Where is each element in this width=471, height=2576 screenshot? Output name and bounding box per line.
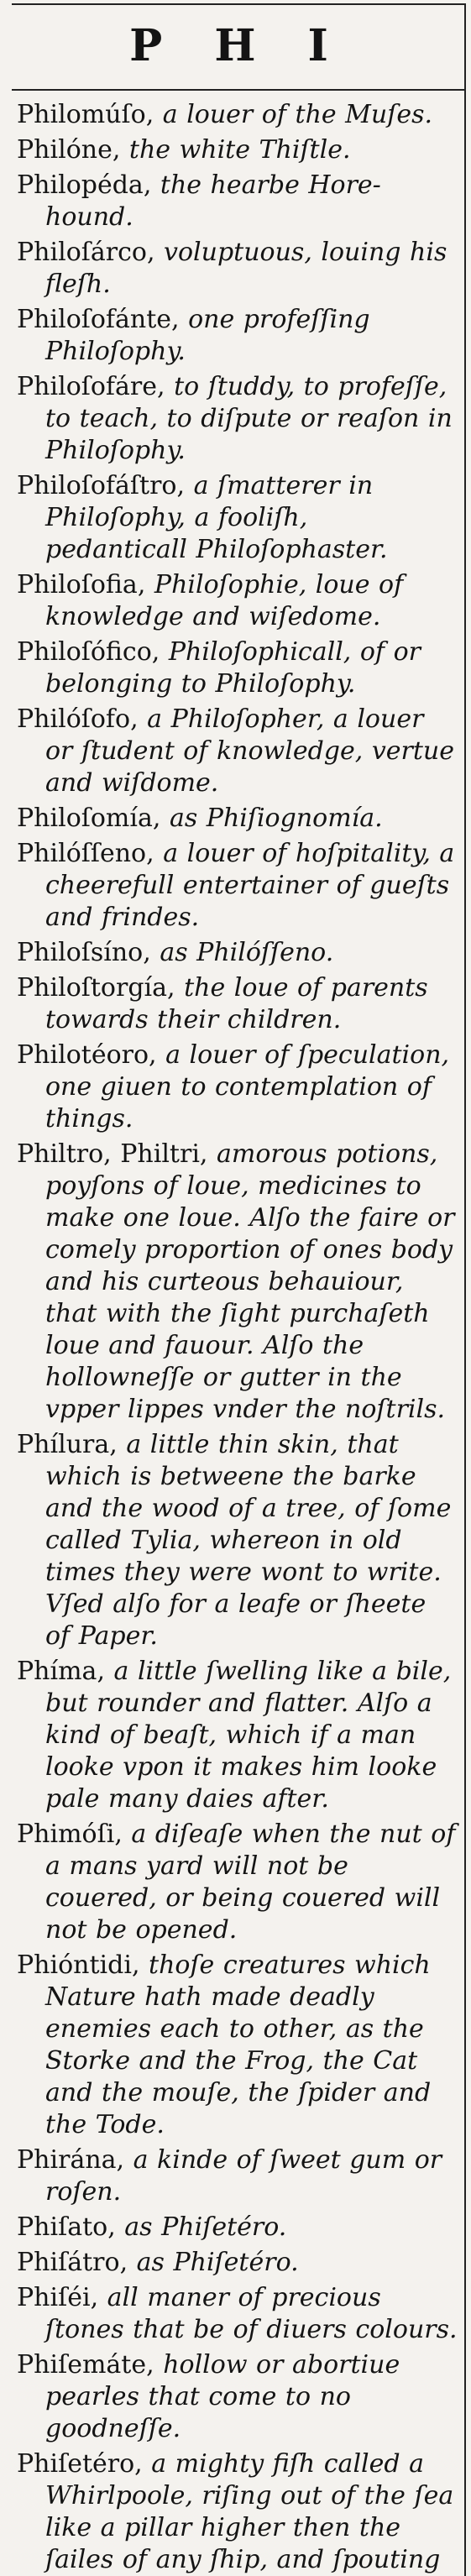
entry-definition: a little ſwelling like a bile, but rounder and flatter. Alſo a kind of beaſt, which if a man looke vpon it makes him looke pale many daies after. (45, 1657, 452, 1814)
entry-separator: , (143, 170, 160, 200)
dictionary-entry (17, 1819, 458, 1946)
dictionary-entry (17, 1429, 458, 1652)
entry-headword: Phimóſi (17, 1819, 115, 1849)
entry-definition: a mighty fiſh called a Whirlpoole, riſing out of the ſea like a pillar higher then the ſailes of any ſhip, and ſpouting (45, 2449, 454, 2574)
dictionary-entry (17, 838, 458, 934)
entry-separator: , (149, 1040, 166, 1070)
entry-separator: , (167, 973, 185, 1003)
entry-separator: , (176, 471, 194, 500)
entry-separator: , (112, 135, 129, 165)
dictionary-entry (17, 1139, 458, 1426)
entry-separator: , (157, 372, 175, 401)
dictionary-page (0, 3, 471, 2574)
entry-separator: , (146, 238, 165, 267)
entry-definition: a louer of ſpeculation, one giuen to contemplation of things. (45, 1040, 450, 1134)
dictionary-entry (17, 170, 458, 233)
entry-separator: , (109, 1430, 127, 1459)
entry-headword: Philóſſeno (17, 839, 147, 868)
entry-definition: as Phiſetéro. (136, 2248, 299, 2277)
entry-headword: Philoſomía (17, 804, 153, 833)
entry-separator: , (119, 2248, 137, 2277)
dictionary-entry (17, 237, 458, 301)
entry-definition: a diſeaſe when the nut of a mans yard will not be couered, or being couered will not be opened. (45, 1819, 456, 1945)
entry-headword: Philoſsíno (17, 938, 144, 967)
entry-headword: Philoſofáre (17, 372, 158, 401)
entry-headword: Philomúſo (17, 100, 146, 129)
dictionary-entry (17, 569, 458, 633)
entry-separator: , (146, 839, 164, 868)
entry-headword: Phióntidi (17, 1950, 132, 1980)
dictionary-entry (17, 704, 458, 799)
entry-separator: , (143, 938, 160, 967)
entry-definition: a louer of the Muſes. (162, 100, 433, 129)
entry-headword: Phiſemáte (17, 2350, 147, 2380)
entry-definition: hollow or abortiue pearles that come to no goodneſſe. (45, 2350, 400, 2443)
page-header (12, 3, 466, 91)
dictionary-entry (17, 1950, 458, 2141)
entry-separator: , (151, 637, 169, 667)
entry-definition: Philoſophicall, of or belonging to Philoſophy. (45, 637, 421, 699)
entry-separator: , (171, 305, 189, 334)
dictionary-entry (17, 2212, 458, 2244)
dictionary-entry (17, 134, 458, 166)
dictionary-entry (17, 972, 458, 1036)
entry-definition: the loue of parents towards their children. (45, 973, 428, 1034)
entry-definition: as Phiſetéro. (124, 2212, 287, 2242)
entry-separator: , (134, 2449, 152, 2479)
entry-separator: , (116, 2145, 133, 2175)
dictionary-entry (17, 2448, 458, 2576)
entry-definition: a louer of hoſpitality, a cheerefull entertainer of gueſts and frindes. (45, 839, 455, 932)
entry-definition: a ſmatterer in Philoſophy, a fooliſh, pedanticall Philoſophaster. (45, 471, 388, 564)
dictionary-entry (17, 1039, 458, 1135)
entry-headword: Philotéoro (17, 1040, 149, 1070)
dictionary-entry (17, 371, 458, 467)
entry-headword: Philopéda (17, 170, 144, 200)
entry-separator: , (145, 100, 163, 129)
entry-definition: the white Thiſtle. (128, 135, 351, 165)
entry-definition: amorous potions, poyſons of loue, medicines to make one loue. Alſo the faire or comely proportion of ones body and his curteous behauiour, that with the ſight purchaſeth loue and fauour. Alſo the hollowneſſe or gutter in the vpper lippes vnder the noſtrils. (45, 1139, 455, 1424)
entry-definition: to ſtuddy, to profeſſe, to teach, to diſpute or reaſon in Philoſophy. (45, 372, 453, 465)
entry-headword: Philoſófico (17, 637, 152, 667)
entry-definition: a kinde of ſweet gum or roſen. (45, 2145, 442, 2207)
entry-separator: , (137, 570, 154, 599)
entry-separator: , (146, 2350, 164, 2380)
entry-separator: , (97, 1657, 114, 1686)
entry-headword: Phiſato (17, 2212, 108, 2242)
dictionary-entry (17, 1656, 458, 1815)
entry-definition: one profeſſing Philoſophy. (45, 305, 370, 366)
dictionary-entry (17, 304, 458, 368)
entry-headword: Philoſofia (17, 570, 138, 599)
entry-headword: Philoſtorgía (17, 973, 168, 1003)
entry-definition: all maner of precious ſtones that be of diuers colours. (45, 2283, 458, 2344)
dictionary-entry (17, 2247, 458, 2279)
entry-definition: the hearbe Hore-hound. (45, 170, 381, 232)
entry-separator: , (199, 1139, 217, 1169)
entry-separator: , (107, 2212, 125, 2242)
entry-definition: Philoſophie, loue of knowledge and wiſedome. (45, 570, 404, 631)
entry-headword: Phílura (17, 1430, 110, 1459)
dictionary-entry (17, 99, 458, 131)
entry-separator: , (114, 1819, 132, 1849)
entry-headword: Philtro, Philtri (17, 1139, 200, 1169)
entry-headword: Philoſárco (17, 238, 147, 267)
entry-headword: Philóſofo (17, 704, 131, 734)
entry-list (12, 91, 466, 2576)
entry-definition: as Phiſiognomía. (169, 804, 383, 833)
dictionary-entry (17, 470, 458, 566)
entry-headword: Phíma (17, 1657, 97, 1686)
dictionary-entry (17, 2282, 458, 2346)
entry-headword: Philóne (17, 135, 113, 165)
page-heading: P H I (129, 20, 347, 71)
entry-headword: Phirána (17, 2145, 117, 2175)
entry-separator: , (131, 1950, 149, 1980)
entry-separator: , (130, 704, 148, 734)
dictionary-entry (17, 803, 458, 835)
entry-definition: thoſe creatures which Nature hath made deadly enemies each to other, as the Storke and the Frog, the Cat and the mouſe, the ſpider and the Tode. (45, 1950, 432, 2139)
entry-headword: Phiſátro (17, 2248, 120, 2277)
entry-definition: a Philoſopher, a louer or ſtudent of knowledge, vertue and wiſdome. (45, 704, 454, 798)
entry-headword: Philoſofáſtro (17, 471, 177, 500)
entry-separator: , (90, 2283, 107, 2312)
dictionary-entry (17, 937, 458, 969)
entry-definition: voluptuous, louing his fleſh. (45, 238, 447, 299)
entry-definition: as Philóſſeno. (160, 938, 334, 967)
dictionary-entry (17, 2349, 458, 2445)
entry-separator: , (152, 804, 170, 833)
entry-headword: Philoſofánte (17, 305, 172, 334)
entry-headword: Phiſéi (17, 2283, 91, 2312)
entry-headword: Phiſetéro (17, 2449, 135, 2479)
dictionary-entry (17, 2144, 458, 2208)
dictionary-entry (17, 636, 458, 700)
entry-definition: a little thin skin, that which is betweene the barke and the wood of a tree, of ſome called Tylia, whereon in old times they were wont to write. Vſed alſo for a leafe or ſheete of Paper. (45, 1430, 452, 1651)
